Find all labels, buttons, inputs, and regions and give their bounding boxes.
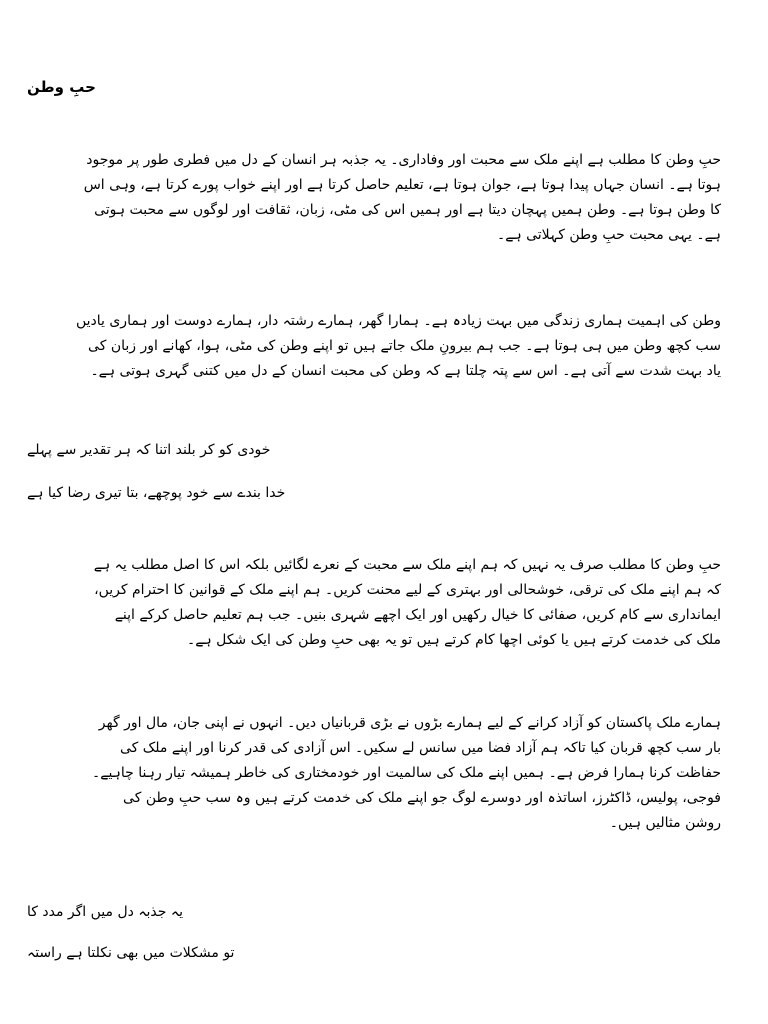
paragraph-1 <box>27 148 721 248</box>
paragraph-line: ملک کی خدمت کرتے ہیں یا کوئی اچھا کام کرتے ہیں تو یہ بھی حبِ وطن کی ایک شکل ہے۔ <box>187 632 721 648</box>
verse-text: خودی کو کر بلند اتنا کہ ہر تقدیر سے پہلے <box>27 442 271 458</box>
title-word-2: وطن <box>27 78 64 96</box>
title-word-1: حبِ <box>69 78 96 96</box>
paragraph-line: ہوتا ہے۔ انسان جہاں پیدا ہوتا ہے، جوان ہوتا ہے، تعلیم حاصل کرتا ہے اور اپنے خواب پورے کرتا ہے، وہی اس <box>83 177 721 193</box>
paragraph-line: کا وطن ہوتا ہے۔ وطن ہمیں پہچان دیتا ہے اور ہمیں اس کی مٹی، زبان، ثقافت اور لوگوں سے محبت ہوتی <box>94 202 721 218</box>
verse-2-line-1 <box>27 901 721 923</box>
paragraph-line: یاد بہت شدت سے آتی ہے۔ اس سے پتہ چلتا ہے کہ وطن کی محبت انسان کے دل میں کتنی گہری ہوتی ہے۔ <box>90 363 721 379</box>
verse-1-line-2 <box>27 482 721 504</box>
verse-1-line-1 <box>27 439 721 461</box>
document-title <box>27 76 96 98</box>
paragraph-line: ہمارے ملک پاکستان کو آزاد کرانے کے لیے ہمارے بڑوں نے بڑی قربانیاں دیں۔ انہوں نے اپنی جان، مال اور گھر <box>98 715 721 731</box>
verse-text: یہ جذبہ دل میں اگر مدد کا <box>27 904 183 920</box>
paragraph-4 <box>27 711 721 836</box>
paragraph-line: ایمانداری سے کام کریں، صفائی کا خیال رکھیں اور ایک اچھے شہری بنیں۔ جب ہم تعلیم حاصل کرکے اپنے <box>114 607 721 623</box>
paragraph-3 <box>27 553 721 653</box>
paragraph-2 <box>27 309 721 384</box>
paragraph-line: وطن کی اہمیت ہماری زندگی میں بہت زیادہ ہے۔ ہمارا گھر، ہمارے رشتہ دار، ہمارے دوست اور ہماری یادیں <box>75 313 721 329</box>
paragraph-line: بار سب کچھ قربان کیا تاکہ ہم آزاد فضا میں سانس لے سکیں۔ اس آزادی کی قدر کرنا اور اپنے ملک کی <box>119 740 721 756</box>
paragraph-line: حبِ وطن کا مطلب صرف یہ نہیں کہ ہم اپنے ملک سے محبت کے نعرے لگائیں بلکہ اس کا اصل مطلب یہ ہے <box>93 557 721 573</box>
verse-text: تو مشکلات میں بھی نکلتا ہے راستہ <box>27 945 235 961</box>
paragraph-line: سب کچھ وطن میں ہی ہوتا ہے۔ جب ہم بیرونِ ملک جاتے ہیں تو اپنے وطن کی مٹی، ہوا، کھانے اور زبان کی <box>88 338 721 354</box>
paragraph-line: حبِ وطن کا مطلب ہے اپنے ملک سے محبت اور وفاداری۔ یہ جذبہ ہر انسان کے دل میں فطری طور پر موجود <box>86 152 721 168</box>
paragraph-line: روشن مثالیں ہیں۔ <box>609 815 721 831</box>
paragraph-line: حفاظت کرنا ہمارا فرض ہے۔ ہمیں اپنے ملک کی سالمیت اور خودمختاری کی خاطر ہمیشہ تیار رہنا چاہیے۔ <box>92 765 721 781</box>
verse-2-line-2 <box>27 942 721 964</box>
paragraph-line: ہے۔ یہی محبت حبِ وطن کہلاتی ہے۔ <box>497 227 721 243</box>
paragraph-line: فوجی، پولیس، ڈاکٹرز، اساتذہ اور دوسرے لوگ جو اپنے ملک کی خدمت کرتے ہیں وہ سب حبِ وطن کی <box>123 790 721 806</box>
verse-text: خدا بندے سے خود پوچھے، بتا تیری رضا کیا ہے <box>27 485 286 501</box>
paragraph-line: کہ ہم اپنے ملک کی ترقی، خوشحالی اور بہتری کے لیے محنت کریں۔ ہم اپنے ملک کے قوانین کا احترام کریں، <box>94 582 721 598</box>
